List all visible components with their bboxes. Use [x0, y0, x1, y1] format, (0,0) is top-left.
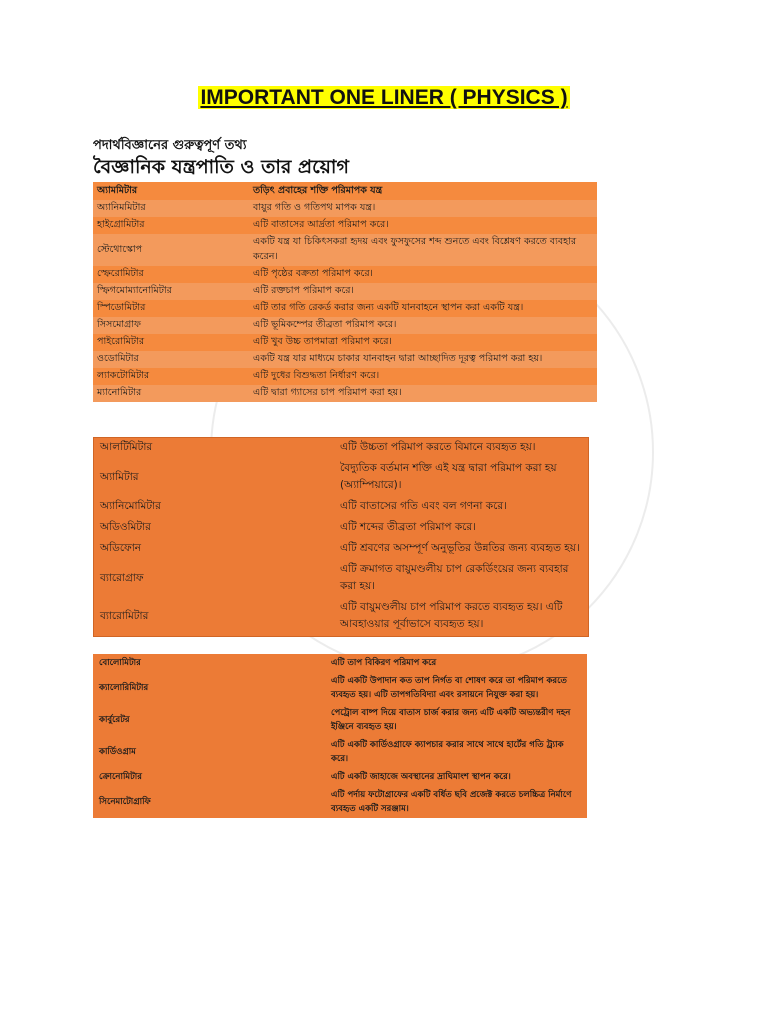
table-row — [94, 497, 589, 518]
table-row — [93, 200, 597, 217]
instrument-use: এটি একটি কার্ডিওগ্রাফে ক্যাপচার করার সাথে সাথে হার্টের গতি ট্র্যাক করে। — [331, 740, 564, 764]
table-row — [93, 317, 597, 334]
instrument-name: বোলোমিটার — [99, 658, 141, 668]
instrument-name: আলটিমিটার — [100, 441, 153, 453]
header-use: তড়িৎ প্রবাহের শক্তি পরিমাপক যন্ত্র — [249, 182, 597, 200]
instrument-name: হাইগ্রোমিটার — [93, 217, 249, 234]
instrument-name: সিনেমাটোগ্রাফি — [99, 797, 151, 807]
instrument-name: অডিফোন — [100, 542, 142, 554]
instrument-use: একটি যন্ত্র যা চিকিৎসকরা হৃদয় এবং ফুসফুসের শব্দ শুনতে এবং বিশ্লেষণ করতে ব্যবহার করেন। — [249, 234, 597, 266]
instrument-name: ওডোমিটার — [93, 351, 249, 368]
instrument-name: অ্যামিটার — [100, 470, 139, 483]
instrument-use: এটি ভূমিকম্পের তীব্রতা পরিমাপ করে। — [249, 317, 597, 334]
instruments-table-2 — [93, 437, 589, 637]
instrument-name: ক্যালোরিমিটার — [99, 683, 149, 693]
instrument-use: এটি একটি জাহাজে অবস্থানের দ্রাঘিমাংশ স্থাপন করে। — [331, 772, 511, 782]
instrument-use: এটি পৃষ্ঠের বক্রতা পরিমাপ করে। — [249, 266, 597, 283]
table-row — [93, 385, 597, 402]
instrument-use: বৈদ্যুতিক বর্তমান শক্তি এই যন্ত্র দ্বারা পরিমাপ করা হয় (অ্যাম্পিয়ারে)। — [340, 462, 557, 491]
instruments-table-1 — [93, 182, 597, 402]
subtitle-instruments: বৈজ্ঞানিক যন্ত্রপাতি ও তার প্রয়োগ — [93, 156, 349, 178]
instrument-name: কার্ডিওগ্রাম — [99, 747, 136, 757]
table-row — [93, 654, 587, 672]
table-row — [93, 217, 597, 234]
page-title: IMPORTANT ONE LINER ( PHYSICS ) — [200, 86, 568, 109]
table-row — [93, 266, 597, 283]
table-row — [93, 704, 587, 736]
instrument-name: স্টেথোস্কোপ — [93, 234, 249, 266]
instrument-use: এটি উচ্চতা পরিমাপ করতে বিমানে ব্যবহৃত হয়। — [340, 441, 536, 453]
instrument-use: একটি যন্ত্র যার মাধ্যমে চাকার যানবাহন দ্বারা আচ্ছাদিত দূরত্ব পরিমাপ করা হয়। — [249, 351, 597, 368]
instrument-use: এটি শব্দের তীব্রতা পরিমাপ করে। — [340, 521, 476, 533]
instrument-name: স্ফেরোমিটার — [93, 266, 249, 283]
table-row — [93, 283, 597, 300]
instrument-use: বায়ুর গতি ও গতিপথ মাপক যন্ত্র। — [249, 200, 597, 217]
instrument-name: ম্যানোমিটার — [93, 385, 249, 402]
instrument-use: এটি দ্বারা গ্যাসের চাপ পরিমাপ করা হয়। — [249, 385, 597, 402]
instrument-name: অ্যানিমমিটার — [93, 200, 249, 217]
table-row — [93, 768, 587, 786]
subtitle-physics-facts: পদার্থবিজ্ঞানের গুরুত্বপূর্ণ তথ্য — [93, 138, 247, 153]
instrument-use: পেট্রোল বাষ্প দিয়ে বাতাস চার্জ করার জন্য এটি একটি অভ্যন্তরীণ দহন ইঞ্জিনে ব্যবহৃত হয়। — [331, 708, 571, 732]
table-row — [93, 300, 597, 317]
table-row — [93, 234, 597, 266]
instrument-name: অডিওমিটার — [100, 521, 151, 533]
table-row — [93, 368, 597, 385]
table-row — [93, 672, 587, 704]
table-row — [94, 539, 589, 560]
instrument-use: এটি তার গতি রেকর্ড করার জন্য একটি যানবাহনে স্থাপন করা একটি যন্ত্র। — [249, 300, 597, 317]
instrument-name: ব্যারোগ্রাফ — [100, 571, 144, 584]
instrument-name: অ্যানিমোমিটার — [100, 500, 161, 512]
instrument-use: এটি দুধের বিশুদ্ধতা নির্ধারণ করে। — [249, 368, 597, 385]
instrument-use: এটি একটি উপাদান কত তাপ নির্গত বা শোষণ করে তা পরিমাপ করতে ব্যবহৃত হয়। এটি তাপগতিবিদ্যা এবং রসায়নে নিযুক্ত করা হয়। — [331, 676, 567, 700]
table-row — [93, 736, 587, 768]
instrument-use: এটি ক্রমাগত বায়ুমণ্ডলীয় চাপ রেকর্ডিংয়ের জন্য ব্যবহার করা হয়। — [340, 563, 569, 592]
instrument-name: স্ফিগমোম্যানোমিটার — [93, 283, 249, 300]
instrument-name: স্পিডোমিটার — [93, 300, 249, 317]
instruments-table-3 — [93, 654, 587, 818]
table-row — [94, 518, 589, 539]
table-row — [94, 560, 589, 598]
instrument-use: এটি পর্দায় ফটোগ্রাফের একটি বর্ধিত ছবি প্রজেক্ট করতে চলচ্চিত্র নির্মাণে ব্যবহৃত একটি সরঞ্জাম। — [331, 790, 572, 814]
table-row — [93, 351, 597, 368]
instrument-use: এটি রক্তচাপ পরিমাপ করে। — [249, 283, 597, 300]
instrument-use: এটি বাতাসের গতি এবং বল গণনা করে। — [340, 500, 507, 512]
instrument-name: কার্বুরেটর — [99, 715, 130, 725]
instrument-use: এটি বায়ুমণ্ডলীয় চাপ পরিমাপ করতে ব্যবহৃত হয়। এটি আবহাওয়ার পূর্বাভাসে ব্যবহৃত হয়। — [340, 601, 563, 630]
instrument-use: এটি শ্রবণের অসম্পূর্ণ অনুভূতির উন্নতির জন্য ব্যবহৃত হয়। — [340, 542, 580, 554]
instrument-use: এটি তাপ বিকিরণ পরিমাপ করে — [331, 658, 437, 668]
table-row — [94, 598, 589, 637]
table-row — [93, 786, 587, 818]
header-instrument: অ্যামমিটার — [93, 182, 249, 200]
instrument-name: ল্যাকটোমিটার — [93, 368, 249, 385]
table-header — [93, 182, 597, 200]
table-row — [94, 459, 589, 497]
instrument-use: এটি বাতাসের আর্দ্রতা পরিমাপ করে। — [249, 217, 597, 234]
instrument-use: এটি খুব উচ্চ তাপমাত্রা পরিমাপ করে। — [249, 334, 597, 351]
table-row — [93, 334, 597, 351]
instrument-name: ব্যারোমিটার — [100, 609, 149, 622]
instrument-name: ক্রোনোমিটার — [99, 772, 142, 782]
instrument-name: সিসমোগ্রাফ — [93, 317, 249, 334]
table-row — [94, 438, 589, 460]
instrument-name: পাইরোমিটার — [93, 334, 249, 351]
